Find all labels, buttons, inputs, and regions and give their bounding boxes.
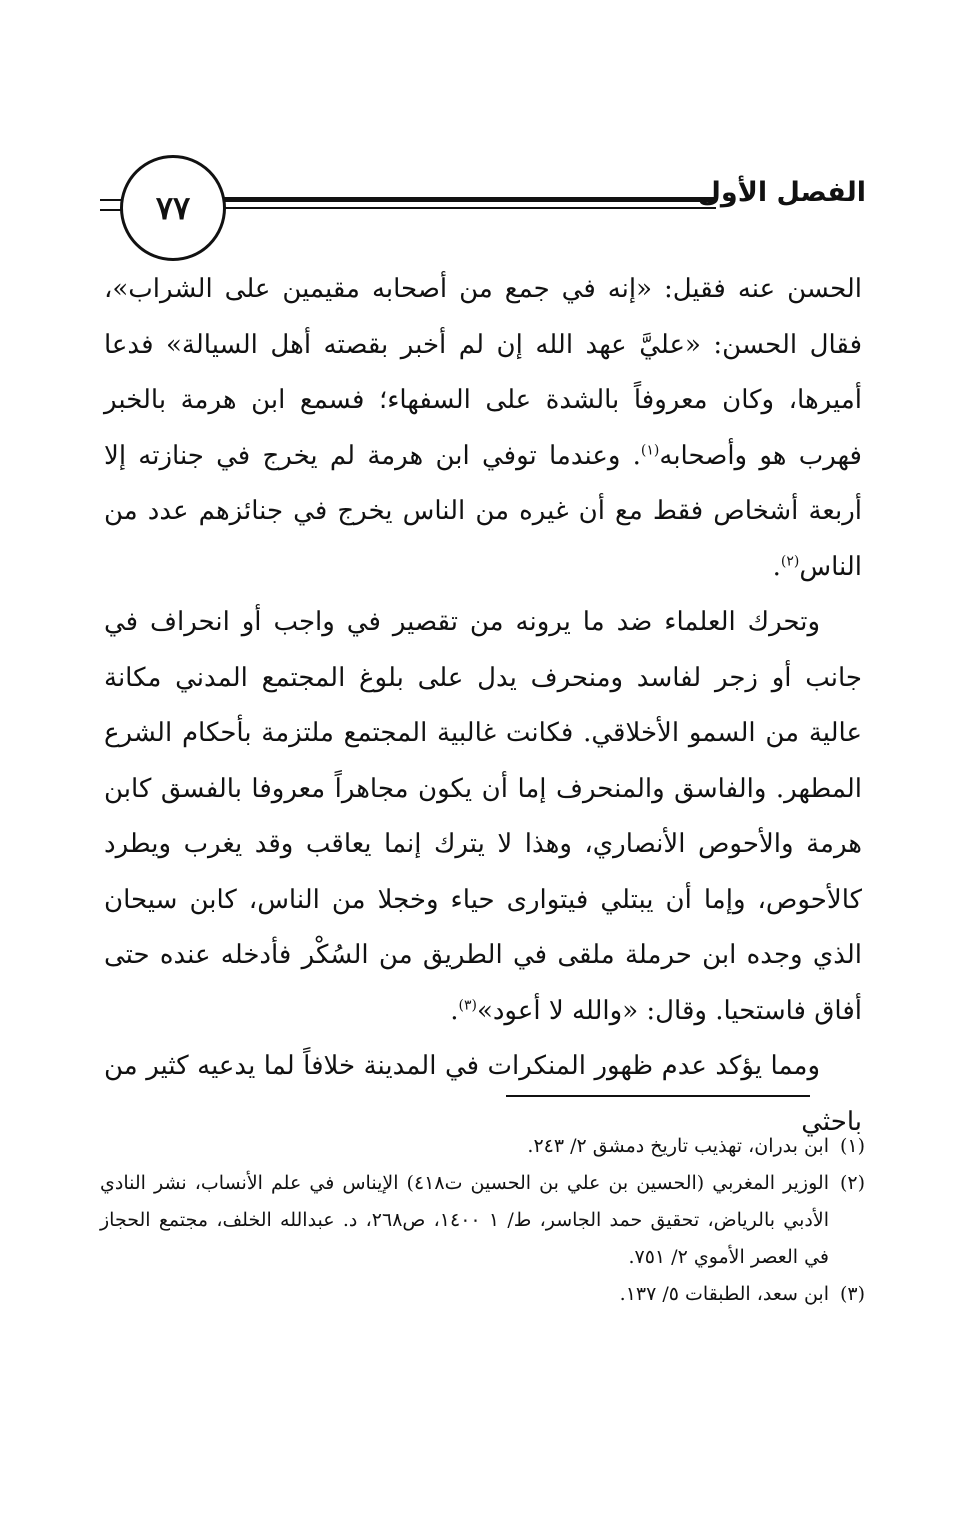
footnote-1 [100, 1128, 865, 1165]
paragraph-1-end: . [772, 551, 781, 582]
paragraph-2 [104, 595, 862, 1039]
footnote-ref-1[interactable]: (١) [640, 441, 660, 458]
paragraph-2-end: . [450, 995, 459, 1026]
footnotes [100, 1128, 865, 1313]
footnote-ref-3[interactable]: (٣) [458, 996, 477, 1013]
footnote-ref-2[interactable]: (٢) [780, 552, 800, 569]
paragraph-2-text: وتحرك العلماء ضد ما يرونه من تقصير في واجب أو انحراف في جانب أو زجر لفاسد ومنحرف يدل على بلوغ المجتمع المدني مكانة عالية من السمو الأخلاقي. فكانت غالبية المجتمع ملتزمة بأحكام الشرع المطهر. والفاسق والمنحرف إما أن يكون مجاهراً معروفا بالفسق كابن هرمة والأحوص الأنصاري، وهذا لا يترك إنما يعاقب وقد يغرب ويطرد كالأحوص، وإما أن يبتلي فيتوارى حياء وخجلا من الناس، كابن سيحان الذي وجده ابن حرملة ملقى في الطريق من السُكْر فأدخله عنده حتى أفاق فاستحيا. وقال: «والله لا أعود» [104, 607, 862, 1026]
footnote-text: ابن سعد، الطبقات ٥/ ١٣٧. [619, 1283, 829, 1305]
footnote-number: (٢) [839, 1172, 865, 1194]
footnote-2 [100, 1165, 865, 1276]
page-number-badge [120, 155, 226, 261]
footnote-text: الوزير المغربي (الحسين بن علي بن الحسين ت٤١٨) الإيناس في علم الأنساب، نشر النادي الأدبي بالرياض، تحقيق حمد الجاسر، ط/ ١ ١٤٠٠، ص٢٦٨، د. عبدالله الخلف، مجتمع الحجاز في العصر الأموي ٢/ ٧٥١. [100, 1172, 829, 1268]
footnote-3 [100, 1276, 865, 1313]
footnote-number: (٣) [839, 1283, 865, 1305]
page-header [100, 155, 866, 265]
footnote-number: (١) [839, 1135, 865, 1157]
paragraph-1-text-a: الحسن عنه فقيل: «إنه في جمع من أصحابه مقيمين على الشراب»، فقال الحسن: «عليَّ عهد الله إن لم أخبر بقصته أهل السيالة» فدعا أميرها، وكان معروفاً بالشدة على السفهاء؛ فسمع ابن هرمة بالخبر فهرب هو وأصحابه [104, 274, 862, 471]
paragraph-1 [104, 262, 862, 595]
footnote-divider [506, 1095, 810, 1097]
header-rule-thick [188, 197, 716, 202]
paragraph-1-text-b: . وعندما توفي ابن هرمة لم يخرج في جنازته إلا أربعة أشخاص فقط مع أن غيره من الناس يخرج في جنائزهم عدد من الناس [104, 440, 862, 582]
page-number: ٧٧ [155, 189, 191, 227]
paragraph-3: ومما يؤكد عدم ظهور المنكرات في المدينة خلافاً لما يدعيه كثير من باحثي [104, 1051, 862, 1137]
header-rule-thin [188, 207, 716, 209]
chapter-title: الفصل الأول [697, 177, 866, 208]
footnote-text: ابن بدران، تهذيب تاريخ دمشق ٢/ ٢٤٣. [527, 1135, 829, 1157]
main-text [104, 262, 862, 1150]
